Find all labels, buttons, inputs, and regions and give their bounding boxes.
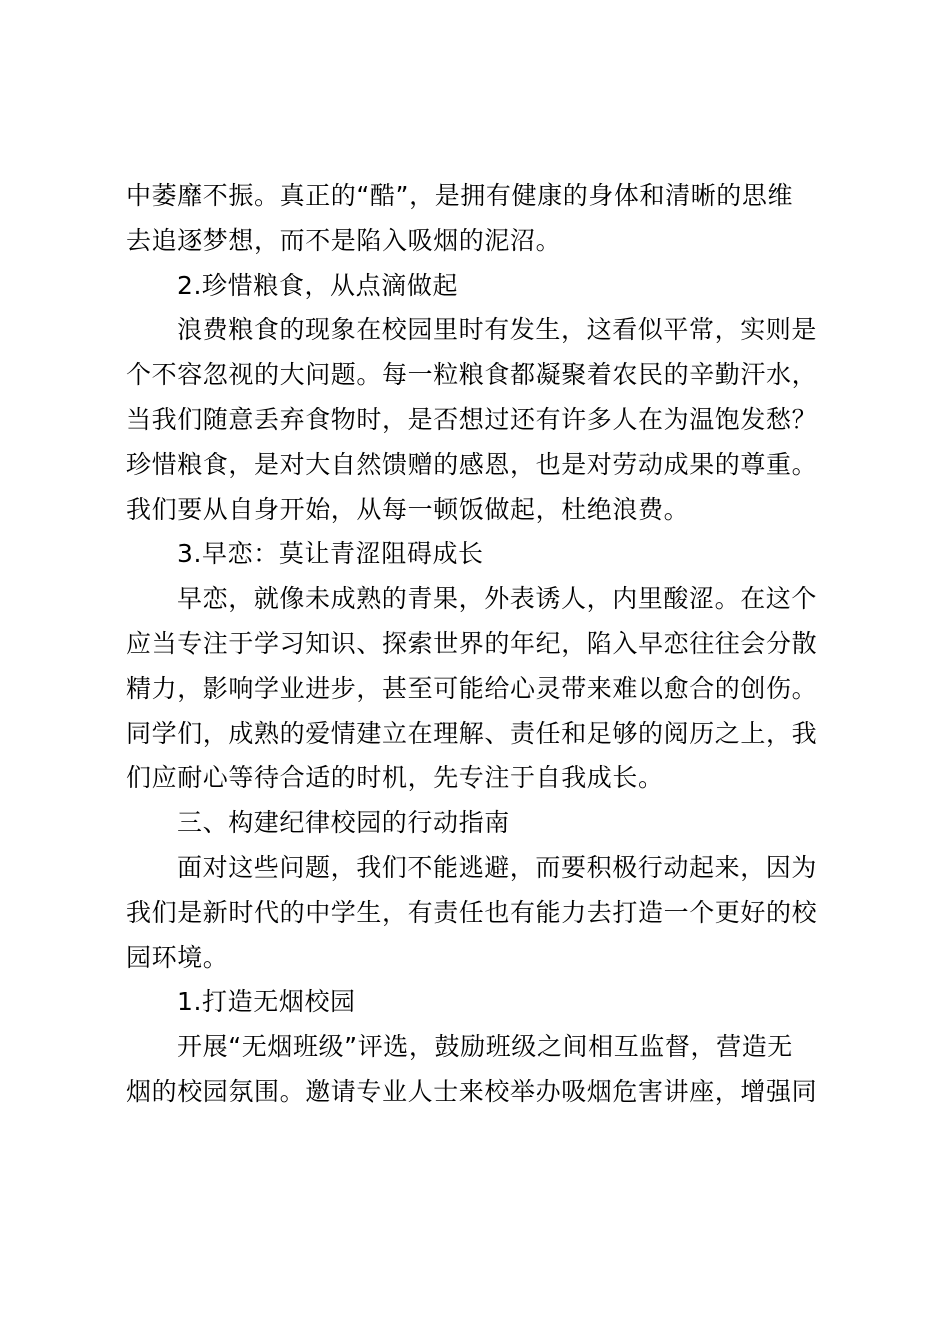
section-heading: 三、构建纪律校园的行动指南	[177, 808, 510, 838]
body-text-line: 我们要从自身开始，从每一顿饭做起，杜绝浪费。	[126, 494, 690, 524]
subsection-heading: 2.珍惜粮食，从点滴做起	[177, 270, 459, 300]
body-text-line: 浪费粮食的现象在校园里时有发生，这看似平常，实则是	[177, 315, 818, 345]
body-text-line: 中萎靡不振。真正的“酷”，是拥有健康的身体和清晰的思维	[126, 181, 794, 210]
body-text-line: 烟的校园氛围。邀请专业人士来校举办吸烟危害讲座，增强同	[126, 1076, 818, 1106]
body-text-line: 应当专注于学习知识、探索世界的年纪，陷入早恋往往会分散	[126, 628, 818, 658]
body-text-line: 珍惜粮食，是对大自然馈赠的感恩，也是对劳动成果的尊重。	[126, 449, 818, 479]
subsection-heading: 1.打造无烟校园	[177, 987, 356, 1017]
body-text-line: 们应耐心等待合适的时机，先专注于自我成长。	[126, 763, 664, 793]
body-text-line: 我们是新时代的中学生，有责任也有能力去打造一个更好的校	[126, 897, 818, 927]
body-text-line: 精力，影响学业进步，甚至可能给心灵带来难以愈合的创伤。	[126, 673, 818, 703]
subsection-heading: 3.早恋：莫让青涩阻碍成长	[177, 539, 484, 569]
body-text-line: 当我们随意丢弃食物时，是否想过还有许多人在为温饱发愁？	[126, 404, 818, 434]
body-text-line: 园环境。	[126, 942, 229, 972]
body-text-line: 面对这些问题，我们不能逃避，而要积极行动起来，因为	[177, 852, 818, 882]
body-text-line: 早恋，就像未成熟的青果，外表诱人，内里酸涩。在这个	[177, 584, 818, 614]
body-text-line: 开展“无烟班级”评选，鼓励班级之间相互监督，营造无	[177, 1032, 793, 1062]
body-text-line: 同学们，成熟的爱情建立在理解、责任和足够的阅历之上，我	[126, 718, 818, 748]
body-text-line: 去追逐梦想，而不是陷入吸烟的泥沼。	[126, 225, 562, 255]
document-body	[126, 174, 838, 1115]
body-text-line: 个不容忽视的大问题。每一粒粮食都凝聚着农民的辛勤汗水，	[126, 360, 818, 390]
